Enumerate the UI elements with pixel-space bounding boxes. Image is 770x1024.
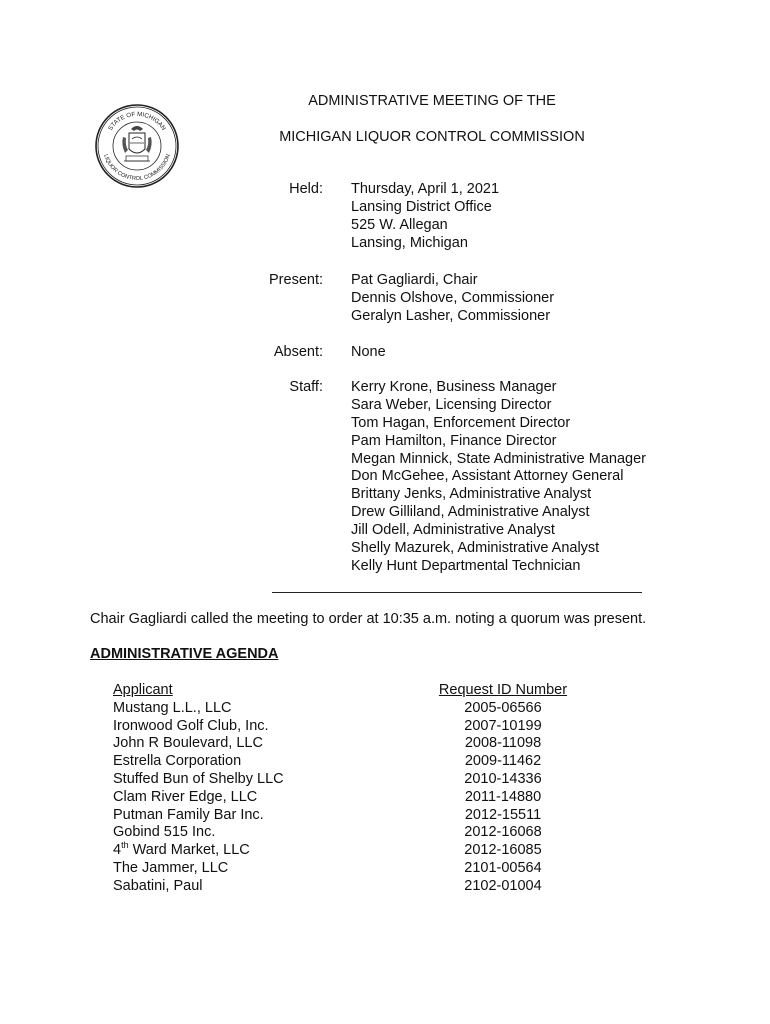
svg-text:LIQUOR CONTROL COMMISSION [102, 154, 172, 182]
staff-member: Brittany Jenks, Administrative Analyst [351, 486, 592, 503]
present-label: Present: [269, 272, 323, 288]
staff-member: Pam Hamilton, Finance Director [351, 432, 557, 449]
present-member: Dennis Olshove, Commissioner [351, 289, 555, 306]
staff-member: Shelly Mazurek, Administrative Analyst [351, 540, 600, 557]
agenda-heading: ADMINISTRATIVE AGENDA [90, 646, 279, 662]
request-id: 2008-11098 [464, 735, 542, 752]
state-seal-logo [94, 103, 180, 189]
applicant-column-header: Applicant [113, 682, 173, 698]
applicant-name-number: 4 [113, 842, 122, 859]
document-title-line1: ADMINISTRATIVE MEETING OF THE [308, 93, 556, 109]
staff-member: Jill Odell, Administrative Analyst [351, 522, 555, 539]
staff-member: Kerry Krone, Business Manager [351, 379, 557, 395]
applicant-name: Ironwood Golf Club, Inc. [113, 717, 269, 734]
request-id-column-header: Request ID Number [438, 682, 568, 698]
table-row [113, 824, 593, 842]
staff-member: Don McGehee, Assistant Attorney General [351, 468, 624, 485]
held-label: Held: [289, 181, 323, 197]
staff-member: Sara Weber, Licensing Director [351, 396, 552, 413]
table-row [113, 718, 593, 736]
applicant-name: Gobind 515 Inc. [113, 824, 216, 841]
applicant-name: Sabatini, Paul [113, 877, 203, 894]
applicant-name: Mustang L.L., LLC [113, 699, 232, 716]
request-id: 2012-16085 [464, 842, 542, 859]
applicant-name: Clam River Edge, LLC [113, 788, 258, 805]
call-to-order-text: Chair Gagliardi called the meeting to order at 10:35 a.m. noting a quorum was present. [90, 611, 647, 627]
table-row [113, 878, 593, 896]
held-address: 525 W. Allegan [351, 216, 448, 233]
request-id: 2012-16068 [464, 824, 542, 841]
agenda-table-header [113, 682, 593, 700]
divider-line [272, 592, 642, 593]
table-row [113, 771, 593, 789]
table-row [113, 700, 593, 718]
absent-value: None [351, 344, 386, 360]
request-id: 2011-14880 [464, 788, 542, 805]
applicant-name: John R Boulevard, LLC [113, 735, 263, 752]
seal-top-text: STATE OF MICHIGAN [106, 110, 168, 132]
held-city: Lansing, Michigan [351, 234, 468, 251]
request-id: 2009-11462 [464, 753, 542, 770]
request-id: 2010-14336 [464, 770, 542, 787]
table-row [113, 842, 593, 860]
present-member: Pat Gagliardi, Chair [351, 272, 478, 288]
table-row [113, 789, 593, 807]
table-row [113, 735, 593, 753]
staff-member: Kelly Hunt Departmental Technician [351, 557, 581, 574]
seal-bottom-text: LIQUOR CONTROL COMMISSION [102, 153, 172, 183]
held-date: Thursday, April 1, 2021 [351, 181, 500, 197]
request-id: 2007-10199 [464, 717, 542, 734]
request-id: 2005-06566 [464, 699, 542, 716]
staff-member: Tom Hagan, Enforcement Director [351, 414, 571, 431]
request-id: 2101-00564 [464, 859, 542, 876]
table-row [113, 753, 593, 771]
table-row [113, 807, 593, 825]
present-member: Geralyn Lasher, Commissioner [351, 307, 551, 324]
request-id: 2102-01004 [464, 877, 542, 894]
applicant-name-superscript: th [121, 840, 129, 851]
applicant-name: The Jammer, LLC [113, 859, 229, 876]
applicant-name: Estrella Corporation [113, 753, 242, 770]
request-id: 2012-15511 [464, 806, 542, 823]
agenda-table [113, 682, 593, 896]
held-location: Lansing District Office [351, 198, 492, 215]
applicant-name-rest: Ward Market, LLC [128, 842, 250, 859]
table-row [113, 860, 593, 878]
applicant-name: Stuffed Bun of Shelby LLC [113, 770, 284, 787]
document-title-line2: MICHIGAN LIQUOR CONTROL COMMISSION [279, 129, 585, 145]
staff-member: Megan Minnick, State Administrative Manager [351, 450, 646, 467]
applicant-name: Putman Family Bar Inc. [113, 806, 264, 823]
applicant-name [113, 842, 250, 860]
staff-member: Drew Gilliland, Administrative Analyst [351, 504, 590, 521]
staff-label: Staff: [289, 379, 323, 395]
absent-label: Absent: [273, 344, 323, 360]
